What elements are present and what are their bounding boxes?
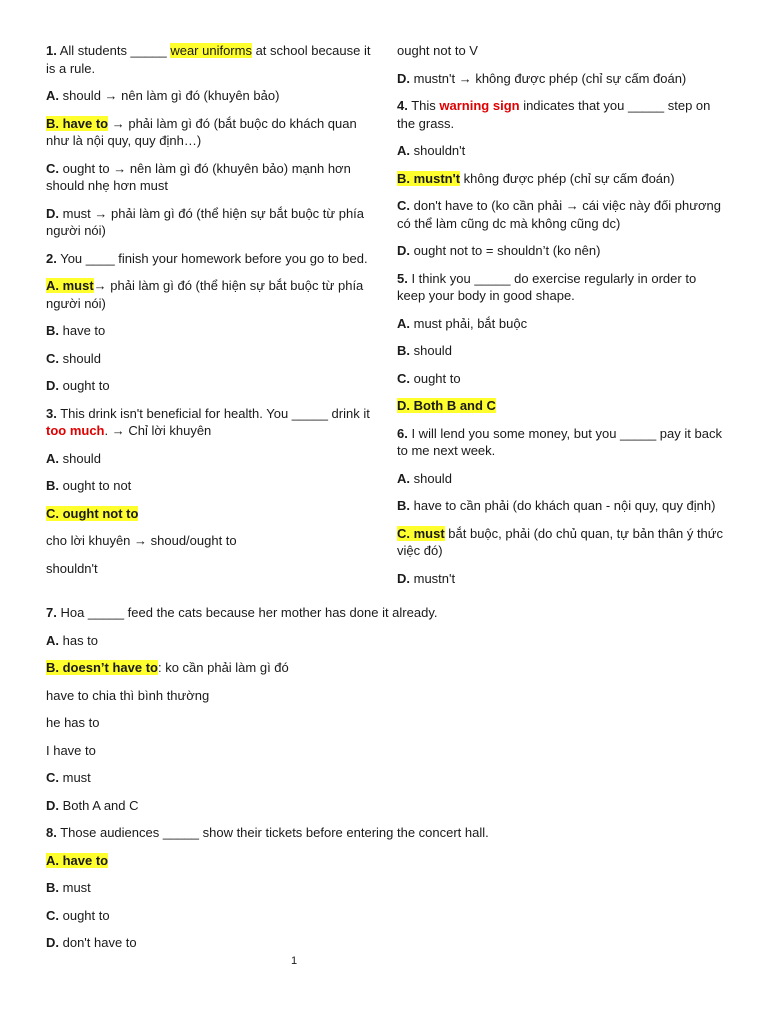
q7-stem xyxy=(46,604,726,622)
q1-text-b: at school because it is a rule. xyxy=(46,43,371,76)
q3-option-b xyxy=(46,477,376,495)
q4-answer-highlight: B. mustn't xyxy=(397,170,461,186)
q3-stem xyxy=(46,405,376,440)
q3-red-emphasis: too much xyxy=(46,423,105,438)
q4-option-c xyxy=(397,197,727,232)
option-text: don't have to xyxy=(59,935,137,950)
q1-highlight: wear uniforms xyxy=(170,43,252,58)
option-text: must xyxy=(59,880,91,895)
q6-option-c xyxy=(397,525,727,560)
q4-option-d xyxy=(397,242,727,260)
option-letter: B. xyxy=(397,498,410,513)
q6-text: I will lend you some money, but you _____ pay it back to me next week. xyxy=(397,425,722,458)
q8-option-c xyxy=(46,907,726,925)
option-text: → phải làm gì đó (bắt buộc do khách quan như là nội quy, quy định…) xyxy=(46,115,357,148)
option-text: ought not to = shouldn’t (ko nên) xyxy=(410,243,601,258)
option-letter: D. xyxy=(397,70,410,86)
option-text: should xyxy=(59,350,101,366)
q5-answer-highlight: D. Both B and C xyxy=(397,398,496,413)
q4-red-emphasis: warning sign xyxy=(439,98,520,113)
option-letter: C. xyxy=(46,770,59,785)
q7-option-d xyxy=(46,797,726,815)
option-letter: A. xyxy=(397,315,410,331)
option-letter: C. xyxy=(46,160,59,176)
option-letter: C. xyxy=(397,198,410,213)
option-text: bắt buộc, phải (do chủ quan, tự bản thân ý thức việc đó) xyxy=(397,525,723,558)
option-letter: C. xyxy=(46,350,59,366)
q2-answer-highlight: A. must xyxy=(46,278,94,293)
option-text: ought to xyxy=(410,370,461,386)
q2-option-a xyxy=(46,277,376,312)
option-letter: D. xyxy=(46,205,59,221)
option-letter: B. xyxy=(46,323,59,338)
option-letter: D. xyxy=(397,243,410,258)
option-text: ought to not xyxy=(59,478,132,493)
q8-answer-highlight: A. have to xyxy=(46,852,109,868)
full-width-section xyxy=(46,604,726,962)
q5-option-d xyxy=(397,397,727,415)
q7-option-c xyxy=(46,769,726,787)
q6-option-a xyxy=(397,470,727,488)
q4-option-b xyxy=(397,170,727,188)
option-text: không được phép (chỉ sự cấm đoán) xyxy=(460,170,675,186)
q2-option-c xyxy=(46,350,376,368)
option-text: have to cần phải (do khách quan - nội quy, quy định) xyxy=(410,498,716,513)
q2-stem xyxy=(46,250,376,268)
q2-option-b xyxy=(46,322,376,340)
q3-text-a: This drink isn't beneficial for health. You _____ drink it xyxy=(56,405,370,421)
option-text: has to xyxy=(59,632,99,648)
option-text: should xyxy=(410,470,452,486)
q4-text-a: This xyxy=(407,98,440,113)
q1-text-a: All students _____ xyxy=(56,43,171,58)
option-text: mustn't xyxy=(410,570,456,586)
q3-note-2: shouldn't xyxy=(46,560,98,576)
q3-note-3: ought not to V xyxy=(397,43,478,58)
q7-option-a xyxy=(46,632,726,650)
q5-option-b xyxy=(397,342,727,360)
q6-option-d xyxy=(397,570,727,588)
q6-option-b xyxy=(397,497,727,515)
option-text: ought to xyxy=(59,378,110,393)
q5-stem xyxy=(397,270,727,305)
q8-option-b xyxy=(46,879,726,897)
option-letter: A. xyxy=(46,632,59,648)
q1-option-b xyxy=(46,115,376,150)
q3-option-c xyxy=(46,505,376,523)
q3-option-d xyxy=(397,70,727,88)
option-letter: D. xyxy=(46,935,59,950)
q1-option-d xyxy=(46,205,376,240)
option-text: ought to → nên làm gì đó (khuyên bảo) mạnh hơn should nhẹ hơn must xyxy=(46,160,351,193)
option-letter: A. xyxy=(397,143,410,158)
option-text: → phải làm gì đó (thể hiện sự bắt buộc từ phía người nói) xyxy=(46,278,364,311)
q1-answer-highlight: B. have to xyxy=(46,115,109,131)
option-text: ought to xyxy=(59,907,110,923)
q3-option-a xyxy=(46,450,376,468)
option-text: shouldn't xyxy=(410,143,466,158)
q3-note-1: cho lời khuyên → shoud/ought to xyxy=(46,533,237,548)
q1-stem xyxy=(46,42,376,77)
q1-number: 1. xyxy=(46,43,57,58)
option-letter: D. xyxy=(46,378,59,393)
option-text: mustn't → không được phép (chỉ sự cấm đoán) xyxy=(410,70,687,86)
option-text: should xyxy=(59,450,101,466)
option-letter: D. xyxy=(397,570,410,586)
option-letter: A. xyxy=(397,470,410,486)
q7-note-3: I have to xyxy=(46,742,96,758)
option-letter: B. xyxy=(46,880,59,895)
option-text: should → nên làm gì đó (khuyên bảo) xyxy=(59,88,280,103)
q8-option-a xyxy=(46,852,726,870)
q8-text: Those audiences _____ show their tickets before entering the concert hall. xyxy=(56,825,489,840)
option-text: Both A and C xyxy=(59,797,139,813)
q4-text-b: indicates that you _____ step on the grass. xyxy=(397,98,711,131)
q2-text: You ____ finish your homework before you go to bed. xyxy=(56,250,368,266)
q8-stem xyxy=(46,824,726,842)
q4-number: 4. xyxy=(397,98,408,113)
q7-note-2: he has to xyxy=(46,715,100,730)
option-text: : ko cần phải làm gì đó xyxy=(157,660,289,675)
q5-number: 5. xyxy=(397,270,408,286)
option-text: have to xyxy=(59,323,106,338)
q6-stem xyxy=(397,425,727,460)
q2-number: 2. xyxy=(46,250,57,266)
q7-note-1: have to chia thì bình thường xyxy=(46,687,210,703)
q1-option-a xyxy=(46,87,376,105)
q5-option-c xyxy=(397,370,727,388)
option-text: must → phải làm gì đó (thể hiện sự bắt buộc từ phía người nói) xyxy=(46,205,365,238)
q7-text: Hoa _____ feed the cats because her mother has done it already. xyxy=(56,605,438,620)
q4-stem xyxy=(397,97,727,132)
option-text: should xyxy=(410,343,452,358)
q7-answer-highlight: B. doesn’t have to xyxy=(46,660,158,675)
option-letter: C. xyxy=(46,907,59,923)
option-letter: A. xyxy=(46,450,59,466)
q3-answer-highlight: C. ought not to xyxy=(46,505,139,521)
q2-option-d xyxy=(46,377,376,395)
page-number: 1 xyxy=(290,955,298,967)
q4-option-a xyxy=(397,142,727,160)
left-column xyxy=(46,42,376,587)
option-text: must phải, bắt buộc xyxy=(410,315,528,331)
q3-number: 3. xyxy=(46,405,57,421)
q5-text: I think you _____ do exercise regularly in order to keep your body in good shape. xyxy=(397,270,697,303)
q6-number: 6. xyxy=(397,425,408,441)
option-letter: B. xyxy=(46,478,59,493)
option-letter: B. xyxy=(397,343,410,358)
option-letter: C. xyxy=(397,370,410,386)
q7-option-b xyxy=(46,659,726,677)
right-column xyxy=(397,42,727,597)
option-letter: D. xyxy=(46,797,59,813)
q5-option-a xyxy=(397,315,727,333)
q3-text-b: . → Chỉ lời khuyên xyxy=(104,423,212,438)
q8-number: 8. xyxy=(46,825,57,840)
q7-number: 7. xyxy=(46,605,57,620)
option-text: don't have to (ko cần phải → cái việc này đối phương có thể làm cũng dc mà không cũng dc) xyxy=(397,198,721,231)
option-text: must xyxy=(59,770,91,785)
option-letter: A. xyxy=(46,88,59,103)
q1-option-c xyxy=(46,160,376,195)
q6-answer-highlight: C. must xyxy=(397,525,445,541)
q8-option-d xyxy=(46,934,726,952)
